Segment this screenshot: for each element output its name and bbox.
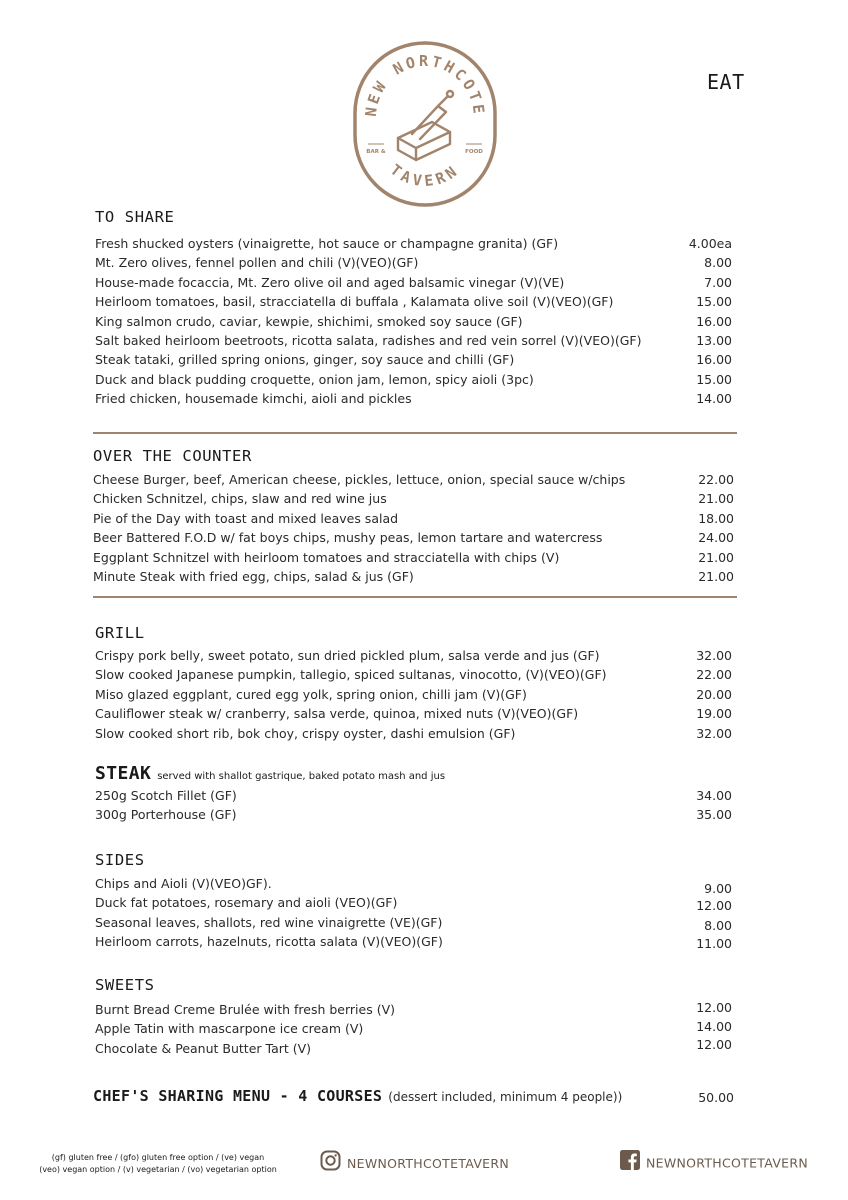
steak-title: STEAK: [95, 763, 152, 784]
menu-item: [95, 893, 737, 912]
item-name: Fresh shucked oysters (vinaigrette, hot sauce or champagne granita) (GF): [95, 236, 559, 251]
menu-item: [93, 489, 737, 508]
item-price: 14.00: [696, 391, 732, 407]
item-price: 15.00: [696, 371, 732, 387]
item-name: Chips and Aioli (V)(VEO)GF).: [95, 876, 272, 891]
item-price: 34.00: [696, 788, 732, 803]
menu-item: [95, 331, 737, 350]
section-grill: [95, 621, 737, 743]
instagram-link[interactable]: [320, 1150, 509, 1174]
item-price: 35.00: [696, 807, 732, 823]
item-name: Apple Tatin with mascarpone ice cream (V): [95, 1021, 364, 1037]
item-price: 16.00: [696, 313, 732, 329]
item-price: 12.00: [696, 1036, 732, 1052]
item-name: 250g Scotch Fillet (GF): [95, 788, 237, 803]
item-price: 8.00: [704, 255, 732, 271]
item-name: Mt. Zero olives, fennel pollen and chili (V)(VEO)(GF): [95, 255, 419, 271]
item-price: 22.00: [698, 472, 734, 487]
item-price: 15.00: [696, 294, 732, 310]
item-name: Salt baked heirloom beetroots, ricotta salata, radishes and red vein sorrel (V)(VEO)(GF): [95, 332, 642, 348]
section-to-share: [95, 205, 737, 409]
item-price: 12.00: [696, 1000, 732, 1015]
item-price: 8.00: [704, 917, 732, 933]
item-name: Duck and black pudding croquette, onion jam, lemon, spicy aioli (3pc): [95, 371, 534, 387]
item-price: 19.00: [696, 706, 732, 722]
steak-note: served with shallot gastrique, baked potato mash and jus: [157, 771, 446, 782]
menu-item: [95, 253, 737, 272]
chef-menu-title: CHEF'S SHARING MENU - 4 COURSES: [93, 1087, 383, 1105]
item-name: House-made focaccia, Mt. Zero olive oil and aged balsamic vinegar (V)(VE): [95, 274, 565, 290]
section-sweets: [95, 973, 737, 1058]
item-name: Slow cooked short rib, bok choy, crispy oyster, dashi emulsion (GF): [95, 725, 516, 741]
menu-item: [95, 874, 737, 896]
dietary-legend: [38, 1152, 278, 1176]
item-price: 11.00: [696, 936, 732, 952]
section-divider: [93, 432, 737, 434]
item-name: Duck fat potatoes, rosemary and aioli (VEO)(GF): [95, 895, 398, 911]
item-name: King salmon crudo, caviar, kewpie, shichimi, smoked soy sauce (GF): [95, 313, 523, 329]
item-name: Crispy pork belly, sweet potato, sun dried pickled plum, salsa verde and jus (GF): [95, 648, 600, 663]
section-divider: [93, 596, 737, 598]
item-price: 22.00: [696, 667, 732, 683]
item-name: Fried chicken, housemade kimchi, aioli and pickles: [95, 391, 412, 407]
svg-text:TAVERN: TAVERN: [386, 160, 464, 191]
item-name: Burnt Bread Creme Brulée with fresh berries (V): [95, 1002, 395, 1017]
item-name: Eggplant Schnitzel with heirloom tomatoes and stracciatella with chips (V): [93, 549, 560, 565]
menu-item: [95, 273, 737, 292]
item-price: 21.00: [698, 491, 734, 507]
item-name: Seasonal leaves, shallots, red wine vinaigrette (VE)(GF): [95, 914, 443, 930]
menu-item: [95, 646, 737, 665]
page-heading: EAT: [707, 70, 745, 94]
menu-item: [93, 548, 737, 567]
chef-menu-note: (dessert included, minimum 4 people)): [388, 1090, 623, 1104]
menu-item: [95, 292, 737, 311]
item-price: 18.00: [698, 510, 734, 526]
facebook-icon: [620, 1150, 640, 1178]
item-name: Beer Battered F.O.D w/ fat boys chips, mushy peas, lemon tartare and watercress: [93, 530, 603, 546]
item-price: 32.00: [696, 725, 732, 741]
svg-text:FOOD: FOOD: [465, 149, 483, 155]
menu-item: [95, 1019, 737, 1038]
item-price: 24.00: [698, 530, 734, 546]
section-sides: [95, 848, 737, 952]
item-name: Miso glazed eggplant, cured egg yolk, spring onion, chilli jam (V)(GF): [95, 686, 527, 702]
menu-item: [95, 665, 737, 684]
item-name: Minute Steak with fried egg, chips, salad & jus (GF): [93, 568, 414, 584]
facebook-handle: NEWNORTHCOTETAVERN: [646, 1155, 809, 1171]
item-price: 20.00: [696, 686, 732, 702]
item-price: 21.00: [698, 549, 734, 565]
menu-item: [95, 350, 737, 369]
item-name: Cheese Burger, beef, American cheese, pickles, lettuce, onion, special sauce w/chips: [93, 472, 626, 487]
item-price: 32.00: [696, 648, 732, 663]
section-title: GRILL: [95, 624, 145, 642]
menu-item: [95, 370, 737, 389]
menu-item: [95, 913, 737, 932]
item-name: 300g Porterhouse (GF): [95, 807, 237, 823]
menu-item: [95, 724, 737, 743]
section-title: TO SHARE: [95, 208, 175, 226]
svg-text:NEW NORTHCOTE: NEW NORTHCOTE: [361, 52, 489, 118]
item-name: Steak tataki, grilled spring onions, ginger, soy sauce and chilli (GF): [95, 352, 515, 368]
menu-item: [93, 470, 737, 489]
tavern-logo: [352, 40, 498, 208]
section-title: OVER THE COUNTER: [93, 447, 252, 465]
item-name: Heirloom tomatoes, basil, stracciatella di buffala , Kalamata olive soil (V)(VEO)(GF): [95, 294, 614, 310]
svg-text:BAR &: BAR &: [366, 149, 386, 155]
section-title: SWEETS: [95, 976, 155, 994]
instagram-handle: NEWNORTHCOTETAVERN: [347, 1156, 510, 1171]
section-title: [95, 762, 737, 786]
facebook-link[interactable]: [620, 1150, 808, 1174]
item-price: 16.00: [696, 352, 732, 368]
menu-item: [95, 312, 737, 331]
item-name: Pie of the Day with toast and mixed leaves salad: [93, 510, 399, 526]
menu-item: [95, 704, 737, 723]
menu-item: [93, 528, 737, 547]
item-name: Chocolate & Peanut Butter Tart (V): [95, 1040, 312, 1056]
menu-item: [95, 234, 737, 253]
menu-item: [95, 1036, 737, 1058]
legend-line: (veo) vegan option / (v) vegetarian / (vo) vegetarian option: [39, 1165, 277, 1174]
menu-item: [93, 567, 737, 586]
item-name: Slow cooked Japanese pumpkin, tallegio, spiced sultanas, vinocotto, (V)(VEO)(GF): [95, 667, 607, 683]
item-price: 13.00: [696, 332, 732, 348]
legend-line: (gf) gluten free / (gfo) gluten free option / (ve) vegan: [51, 1153, 265, 1162]
instagram-icon: [320, 1150, 341, 1179]
menu-item: [95, 805, 737, 824]
chef-menu-price: 50.00: [698, 1090, 734, 1105]
menu-item: [95, 1000, 737, 1019]
item-price: 9.00: [704, 881, 732, 896]
menu-item: [95, 932, 737, 951]
section-over-the-counter: [93, 444, 737, 586]
menu-item: [93, 509, 737, 528]
item-price: 21.00: [698, 568, 734, 584]
section-title: SIDES: [95, 851, 145, 869]
item-name: Chicken Schnitzel, chips, slaw and red wine jus: [93, 491, 387, 507]
item-name: Cauliflower steak w/ cranberry, salsa verde, quinoa, mixed nuts (V)(VEO)(GF): [95, 706, 579, 722]
menu-item: [95, 685, 737, 704]
menu-item: [95, 389, 737, 408]
section-steak: [95, 762, 737, 825]
item-price: 14.00: [696, 1019, 732, 1035]
item-price: 7.00: [704, 274, 732, 290]
item-price: 12.00: [696, 898, 732, 914]
menu-item: [95, 786, 737, 805]
item-name: Heirloom carrots, hazelnuts, ricotta salata (V)(VEO)(GF): [95, 934, 443, 950]
item-price: 4.00ea: [688, 236, 732, 251]
chef-sharing-menu: [93, 1086, 738, 1108]
